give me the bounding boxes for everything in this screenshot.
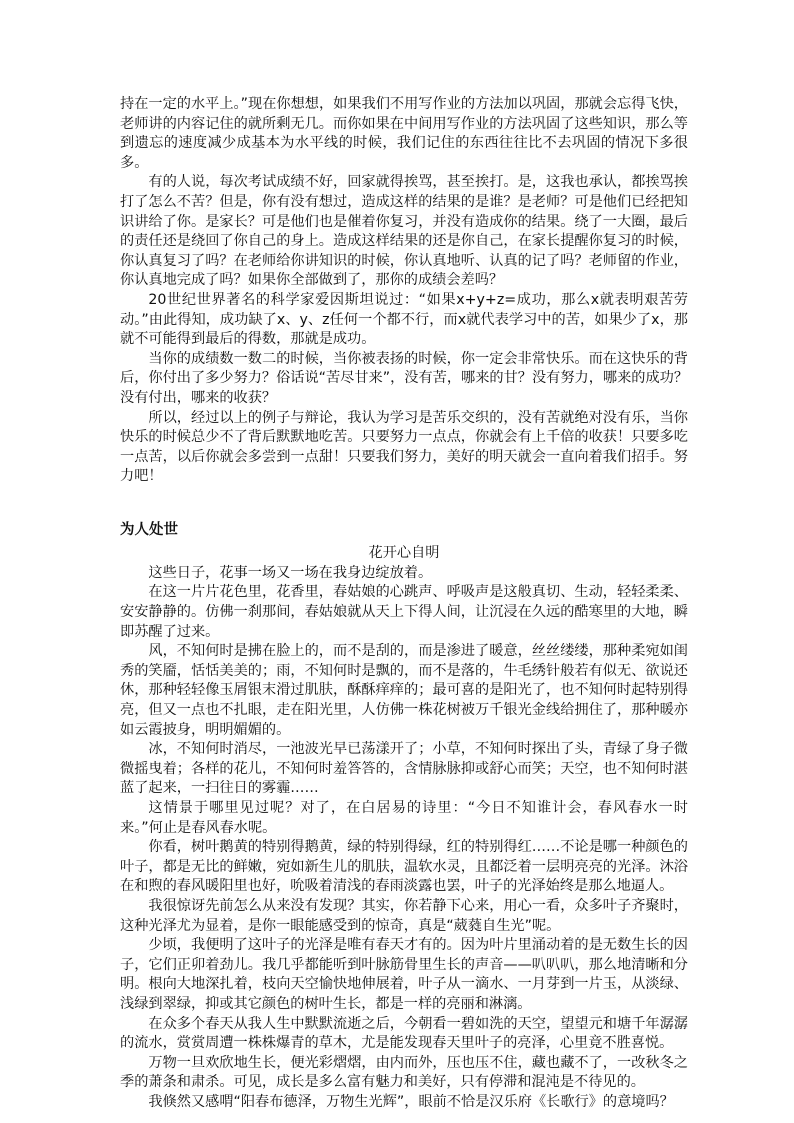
paragraph: 少顷，我便明了这叶子的光泽是唯有春天才有的。因为叶片里涌动着的是无数生长的因子，它们正卯着劲儿。我几乎都能听到叶脉筋骨里生长的声音——叭叭叭，那么地清晰和分明。根向大地深扎着，枝向天空愉快地伸展着，叶子从一滴水、一月芽到一片玉，从淡绿、浅绿到翠绿，抑或其它颜色的树叶生长，都是一样的亮丽和淋漓。 [120,937,688,1012]
paragraph: 在众多个春天从我人生中默默流逝之后，今朝看一碧如洗的天空，望望元和塘千年潺潺的流水，赏赏周遭一株株爆青的草木，尤是能发现春天里叶子的亮泽，心里竟不胜喜悦。 [120,1015,688,1052]
paragraph: 我倏然又感喟“阳春布德泽，万物生光辉”，眼前不恰是汉乐府《长歌行》的意境吗？ [148,1093,674,1110]
paragraph: 有的人说，每次考试成绩不好，回家就得挨骂，甚至挨打。是，这我也承认，都挨骂挨打了怎么不苦？但是，你有没有想过，造成这样的结果的是谁？是老师？可是他们已经把知识讲给了你。是家长？可是他们也是催着你复习，并没有造成你的结果。绕了一大圈，最后的责任还是绕回了你自己的身上。造成这样结果的还是你自己，在家长提醒你复习的时候，你认真复习了吗？在老师给你讲知识的时候，你认真地听、认真的记了吗？老师留的作业，你认真地完成了吗？如果你全部做到了，那你的成绩会差吗？ [120,174,688,289]
paragraph: 20世纪世界著名的科学家爱因斯坦说过：“如果x+y+z=成功，那么x就表明艰苦劳动。”由此得知，成功缺了x、y、z任何一个都不行，而x就代表学习中的苦，如果少了x，那就不可能得到最后的得数，那就是成功。 [120,291,688,348]
paragraph: 你看，树叶鹅黄的特别得鹅黄，绿的特别得绿，红的特别得红……不论是哪一种颜色的叶子，都是无比的鲜嫩，宛如新生儿的肌肤，温软水灵，且都泛着一层明亮亮的光泽。沐浴在和煦的春风暖阳里也好，吮吸着清浅的春雨淡露也罢，叶子的光泽始终是那么地逼人。 [120,839,688,895]
paragraph: 风，不知何时是拂在脸上的，而不是刮的，而是渗进了暖意，丝丝缕缕，那种柔宛如闺秀的笑靥，恬恬美美的；雨，不知何时是飘的，而不是落的，牛毛绣针般若有似无、欲说还休，那种轻轻像玉屑银末滑过肌肤，酥酥痒痒的；最可喜的是阳光了，也不知何时起特别得亮，但又一点也不扎眼，走在阳光里，人仿佛一株花树被万千银光金线给拥住了，那种暖亦如云霞披身，明明媚媚的。 [120,643,688,738]
document-content [120,95,688,1113]
paragraph: 我很惊讶先前怎么从来没有发现？其实，你若静下心来，用心一看，众多叶子齐聚时，这种光泽尤为显着，是你一眼能感受到的惊奇，真是“葳蕤自生光”呢。 [120,897,688,934]
section-heading: 为人处世 [120,521,178,538]
article-title: 花开心自明 [368,544,440,561]
paragraph: 在这一片片花色里，花香里，春姑娘的心跳声、呼吸声是这般真切、生动，轻轻柔柔、安安静静的。仿佛一刹那间，春姑娘就从天上下得人间，让沉浸在久远的酷寒里的大地，瞬即苏醒了过来。 [120,584,688,640]
paragraph: 冰，不知何时消尽，一池波光早已荡漾开了；小草，不知何时探出了头，青绿了身子微微摇曳着；各样的花儿，不知何时羞答答的，含情脉脉抑或舒心而笑；天空，也不知何时湛蓝了起来，一扫往日的雾霾…… [120,741,688,797]
paragraph: 这些日子，花事一场又一场在我身边绽放着。 [148,564,433,581]
paragraph: 这情景于哪里见过呢？对了，在白居易的诗里：“今日不知谁计会，春风春水一时来。”何止是春风春水呢。 [120,800,688,836]
paragraph: 所以，经过以上的例子与辩论，我认为学习是苦乐交织的，没有苦就绝对没有乐，当你快乐的时候总少不了背后默默地吃苦。只要努力一点点，你就会有上千倍的收获！只要多吃一点苦，以后你就会多尝到一点甜！只要我们努力，美好的明天就会一直向着我们招手。努力吧！ [120,409,688,485]
paragraph: 当你的成绩数一数二的时候，当你被表扬的时候，你一定会非常快乐。而在这快乐的背后，你付出了多少努力？俗话说“苦尽甘来”，没有苦，哪来的甘？没有努力，哪来的成功？没有付出，哪来的收获？ [120,350,689,406]
paragraph: 持在一定的水平上。”现在你想想，如果我们不用写作业的方法加以巩固，那就会忘得飞快，老师讲的内容记住的就所剩无几。而你如果在中间用写作业的方法巩固了这些知识，那么等到遗忘的速度减少成基本为水平线的时候，我们记住的东西往往比不去巩固的情况下多很多。 [120,96,688,171]
paragraph: 万物一旦欢欣地生长，便光彩熠熠，由内而外，压也压不住，藏也藏不了，一改秋冬之季的萧条和肃杀。可见，成长是多么富有魅力和美好，只有停滞和混沌是不待见的。 [120,1054,688,1091]
